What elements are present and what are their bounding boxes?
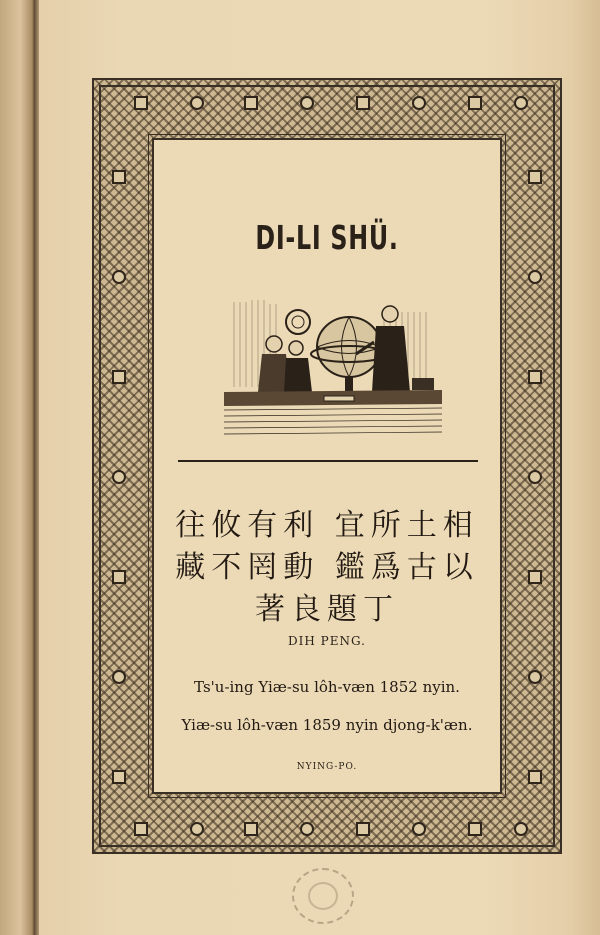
border-ornament bbox=[468, 822, 482, 836]
border-ornament bbox=[356, 96, 370, 110]
border-ornament bbox=[300, 96, 314, 110]
border-ornament bbox=[528, 470, 542, 484]
border-ornament bbox=[112, 470, 126, 484]
publication-place: NYING-PO. bbox=[296, 762, 358, 772]
border-ornament bbox=[244, 822, 258, 836]
divider-rule bbox=[178, 460, 478, 462]
chinese-title-line-3: 著良題丁 bbox=[255, 592, 399, 627]
border-ornament bbox=[112, 770, 126, 784]
reprint-line: Yiæ-su lôh-væn 1859 nyin djong-k'æn. bbox=[181, 716, 473, 734]
border-ornament bbox=[528, 670, 542, 684]
border-ornament bbox=[112, 270, 126, 284]
border-ornament bbox=[528, 270, 542, 284]
border-ornament bbox=[528, 770, 542, 784]
border-ornament bbox=[356, 822, 370, 836]
border-ornament bbox=[300, 822, 314, 836]
border-ornament bbox=[528, 170, 542, 184]
border-ornament bbox=[528, 570, 542, 584]
border-ornament bbox=[514, 822, 528, 836]
border-ornament bbox=[112, 370, 126, 384]
chinese-title-line-1: 往攸有利 宜所土相 bbox=[175, 508, 479, 543]
author-name: DIH PENG. bbox=[288, 634, 366, 648]
border-ornament bbox=[412, 96, 426, 110]
library-stamp bbox=[292, 868, 354, 924]
chinese-title-line-2: 藏不罔動 鑑爲古以 bbox=[175, 550, 479, 585]
globe-icon bbox=[224, 292, 442, 440]
border-ornament bbox=[112, 170, 126, 184]
border-ornament bbox=[244, 96, 258, 110]
border-ornament bbox=[134, 96, 148, 110]
border-ornament bbox=[112, 570, 126, 584]
book-gutter bbox=[34, 0, 39, 935]
border-ornament bbox=[134, 822, 148, 836]
first-edition-line: Ts'u-ing Yiæ-su lôh-væn 1852 nyin. bbox=[194, 678, 460, 696]
left-page-edge bbox=[0, 0, 34, 935]
border-ornament bbox=[514, 96, 528, 110]
border-ornament bbox=[528, 370, 542, 384]
title-panel bbox=[152, 138, 502, 794]
border-ornament bbox=[112, 670, 126, 684]
border-ornament bbox=[190, 822, 204, 836]
page-title: DI-LI SHÜ. bbox=[255, 218, 399, 257]
border-ornament bbox=[190, 96, 204, 110]
border-ornament bbox=[468, 96, 482, 110]
border-ornament bbox=[412, 822, 426, 836]
